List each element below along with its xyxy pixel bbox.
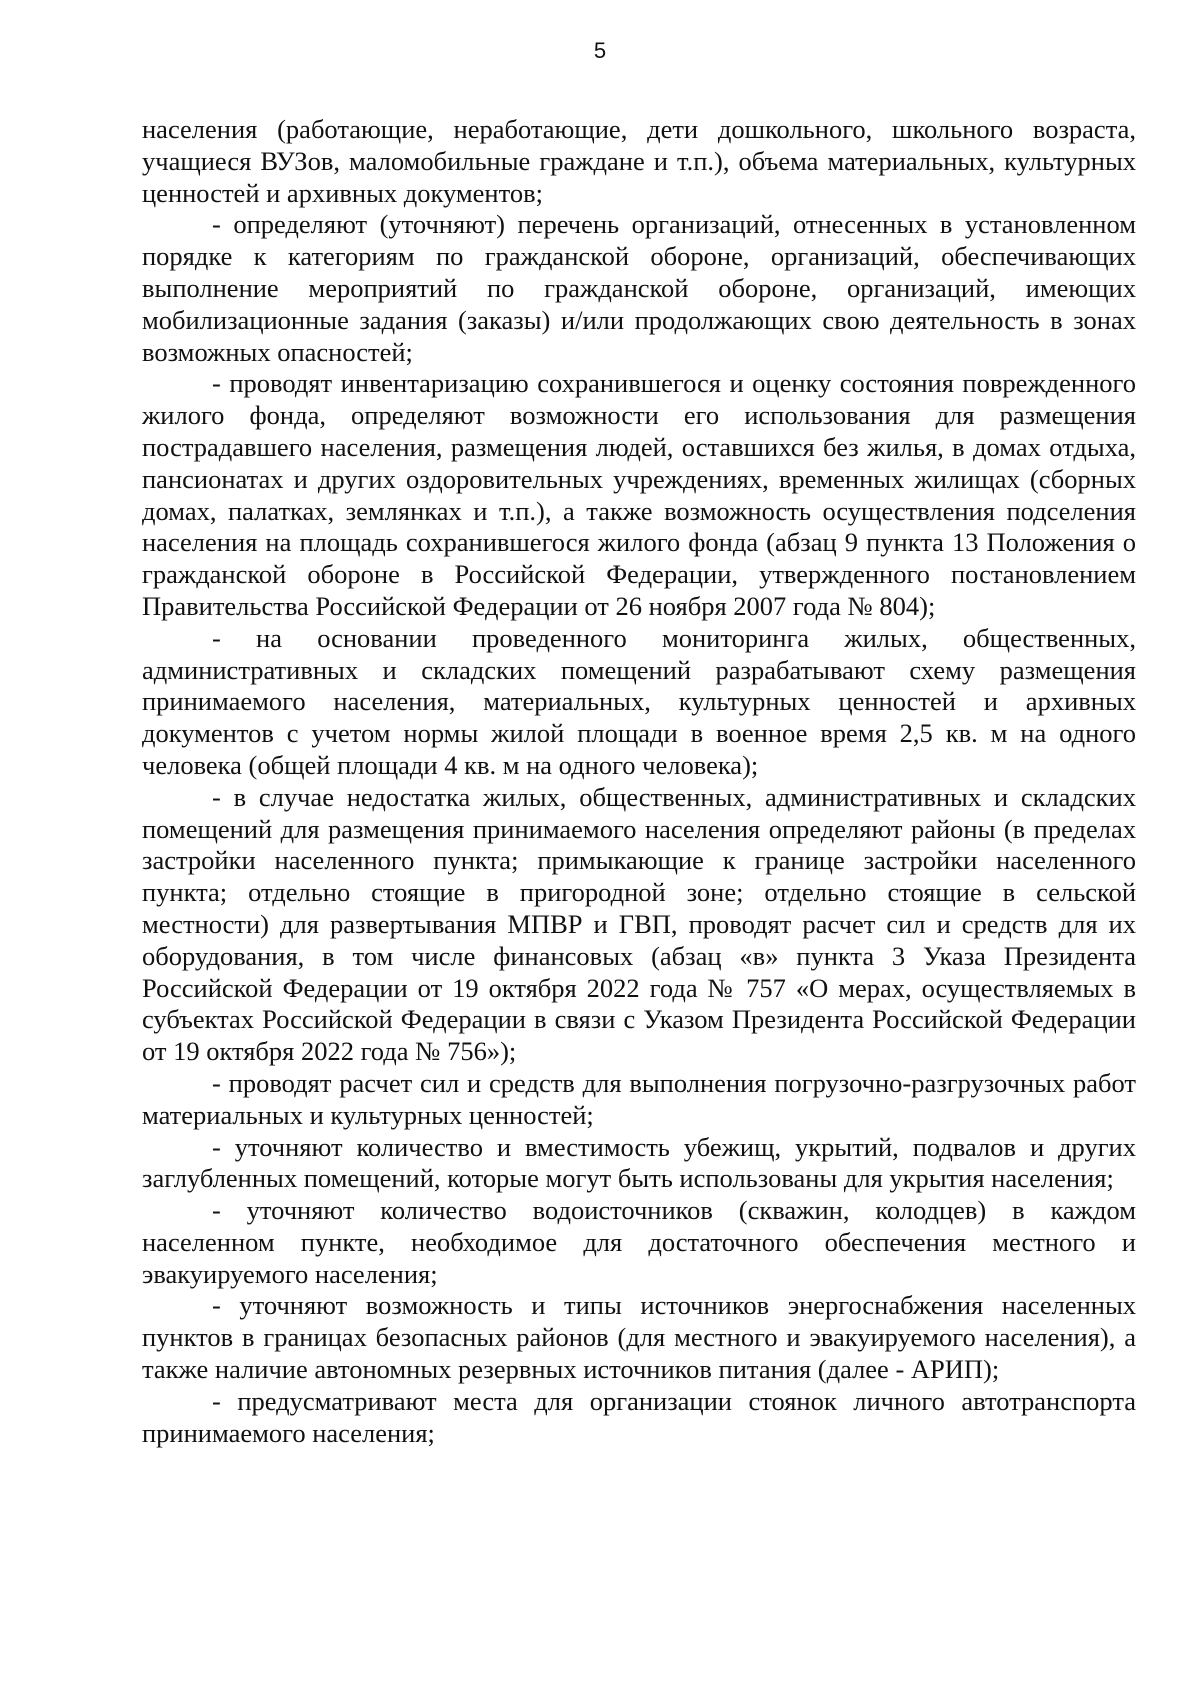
paragraph-continuation: населения (работающие, неработающие, дети дошкольного, школьного возраста, учащиеся ВУЗов, маломобильные граждане и т.п.), объема материальных, культурных ценностей и архивных документов; bbox=[142, 114, 1136, 208]
list-item-deployment-areas: - в случае недостатка жилых, общественных, административных и складских помещений для размещения принимаемого населения определяют районы (в пределах застройки населенного пункта; примыкающие к границе застройки населенного пункта; отдельно стоящие в пригородной зоне; отдельно стоящие в сельской местности) для развертывания МПВР и ГВП, проводят расчет сил и средств для их оборудования, в том числе финансовых (абзац «в» пункта 3 Указа Президента Российской Федерации от 19 октября 2022 года № 757 «О мерах, осуществляемых в субъектах Российской Федерации в связи с Указом Президента Российской Федерации от 19 октября 2022 года № 756»); bbox=[142, 781, 1136, 1067]
list-item-shelters: - уточняют количество и вместимость убежищ, укрытий, подвалов и других заглубленных помещений, которые могут быть использованы для укрытия населения; bbox=[142, 1131, 1136, 1194]
list-item-loading-calculation: - проводят расчет сил и средств для выполнения погрузочно-разгрузочных работ материальных и культурных ценностей; bbox=[142, 1067, 1136, 1130]
list-item-housing-inventory: - проводят инвентаризацию сохранившегося и оценку состояния поврежденного жилого фонда, определяют возможности его использования для размещения пострадавшего населения, размещения людей, оставшихся без жилья, в домах отдыха, пансионатах и других оздоровительных учреждениях, временных жилищах (сборных домах, палатках, землянках и т.п.), а также возможность осуществления подселения населения на площадь сохранившегося жилого фонда (абзац 9 пункта 13 Положения о гражданской обороне в Российской Федерации, утвержденного постановлением Правительства Российской Федерации от 26 ноября 2007 года № 804); bbox=[142, 368, 1136, 621]
list-item-power-sources: - уточняют возможность и типы источников энергоснабжения населенных пунктов в границах безопасных районов (для местного и эвакуируемого населения), а также наличие автономных резервных источников питания (далее - АРИП); bbox=[142, 1290, 1136, 1385]
list-item-water-sources: - уточняют количество водоисточников (скважин, колодцев) в каждом населенном пункте, необходимое для достаточного обеспечения местного и эвакуируемого населения; bbox=[142, 1195, 1136, 1289]
list-item-parking: - предусматривают места для организации стоянок личного автотранспорта принимаемого населения; bbox=[142, 1385, 1136, 1448]
page-number: 5 bbox=[593, 38, 607, 63]
list-item-define-organizations: - определяют (уточняют) перечень организаций, отнесенных в установленном порядке к категориям по гражданской обороне, организаций, обеспечивающих выполнение мероприятий по гражданской обороне, организаций, имеющих мобилизационные задания (заказы) и/или продолжающих свою деятельность в зонах возможных опасностей; bbox=[142, 209, 1136, 367]
document-body bbox=[142, 114, 1136, 1449]
list-item-placement-scheme: - на основании проведенного мониторинга жилых, общественных, административных и складских помещений разрабатывают схему размещения принимаемого населения, материальных, культурных ценностей и архивных документов с учетом нормы жилой площади в военное время 2,5 кв. м на одного человека (общей площади 4 кв. м на одного человека); bbox=[142, 622, 1136, 780]
